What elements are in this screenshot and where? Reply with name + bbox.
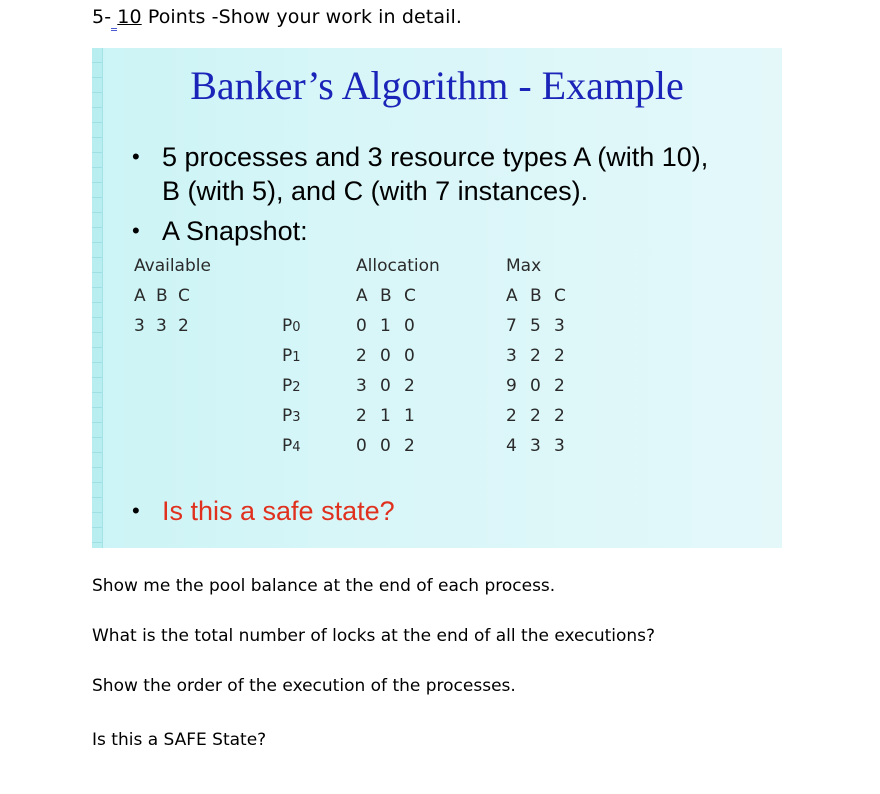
- bullet-snapshot-text: A Snapshot:: [162, 216, 308, 246]
- question-pool-balance: Show me the pool balance at the end of each process.: [92, 576, 556, 596]
- bullet-snapshot: [132, 214, 308, 248]
- question-heading: [92, 6, 462, 28]
- available-resource-label: B: [156, 286, 168, 306]
- max-cell: 3: [554, 436, 565, 456]
- available-value: 3: [156, 316, 167, 336]
- process-label: P4: [282, 436, 301, 456]
- max-cell: 2: [506, 406, 517, 426]
- slide-title: Banker’s Algorithm - Example: [190, 63, 684, 108]
- question-number: 5-: [92, 6, 112, 28]
- allocation-cell: 0: [404, 316, 415, 336]
- available-header: Available: [134, 256, 211, 276]
- bullet-dot: •: [132, 498, 140, 523]
- max-cell: 0: [530, 376, 541, 396]
- max-resource-label: C: [554, 286, 566, 306]
- available-resource-label: C: [178, 286, 190, 306]
- max-cell: 4: [506, 436, 517, 456]
- max-cell: 2: [554, 406, 565, 426]
- allocation-cell: 1: [380, 406, 391, 426]
- process-label: P0: [282, 316, 301, 336]
- bullet-dot: •: [132, 218, 140, 243]
- bullet-resources-line2: B (with 5), and C (with 7 instances).: [162, 176, 589, 206]
- allocation-resource-label: B: [380, 286, 392, 306]
- max-cell: 3: [554, 316, 565, 336]
- allocation-resource-label: C: [404, 286, 416, 306]
- allocation-cell: 0: [380, 436, 391, 456]
- max-cell: 9: [506, 376, 517, 396]
- max-cell: 2: [530, 406, 541, 426]
- slide-image: [92, 48, 782, 548]
- bullet-resources-line1: 5 processes and 3 resource types A (with 10),: [162, 142, 709, 172]
- allocation-cell: 0: [380, 346, 391, 366]
- allocation-cell: 0: [356, 436, 367, 456]
- allocation-cell: 1: [380, 316, 391, 336]
- points-number: 10: [117, 6, 142, 28]
- allocation-cell: 2: [404, 376, 415, 396]
- allocation-cell: 2: [356, 346, 367, 366]
- max-resource-label: A: [506, 286, 518, 306]
- max-cell: 3: [506, 346, 517, 366]
- max-cell: 2: [554, 376, 565, 396]
- available-resource-label: A: [134, 286, 146, 306]
- allocation-cell: 3: [356, 376, 367, 396]
- bullet-safe-question: [132, 494, 395, 528]
- max-cell: 5: [530, 316, 541, 336]
- allocation-cell: 0: [356, 316, 367, 336]
- max-cell: 7: [506, 316, 517, 336]
- max-cell: 2: [554, 346, 565, 366]
- process-label: P2: [282, 376, 301, 396]
- allocation-cell: 2: [356, 406, 367, 426]
- bullet-dot: •: [132, 144, 140, 169]
- max-resource-label: B: [530, 286, 542, 306]
- process-label: P3: [282, 406, 301, 426]
- max-cell: 3: [530, 436, 541, 456]
- question-total-locks: What is the total number of locks at the end of all the executions?: [92, 626, 656, 646]
- available-value: 2: [178, 316, 189, 336]
- bullet-resources: [132, 140, 772, 208]
- question-execution-order: Show the order of the execution of the processes.: [92, 676, 516, 696]
- allocation-cell: 0: [404, 346, 415, 366]
- allocation-cell: 1: [404, 406, 415, 426]
- slide-ruler-strip: [92, 48, 103, 548]
- max-cell: 2: [530, 346, 541, 366]
- max-header: Max: [506, 256, 542, 276]
- available-value: 3: [134, 316, 145, 336]
- allocation-cell: 2: [404, 436, 415, 456]
- question-instruction: Points -Show your work in detail.: [141, 6, 462, 28]
- allocation-header: Allocation: [356, 256, 440, 276]
- question-safe-state: Is this a SAFE State?: [92, 730, 267, 750]
- safe-state-question: Is this a safe state?: [162, 496, 395, 526]
- allocation-cell: 0: [380, 376, 391, 396]
- allocation-resource-label: A: [356, 286, 368, 306]
- process-label: P1: [282, 346, 301, 366]
